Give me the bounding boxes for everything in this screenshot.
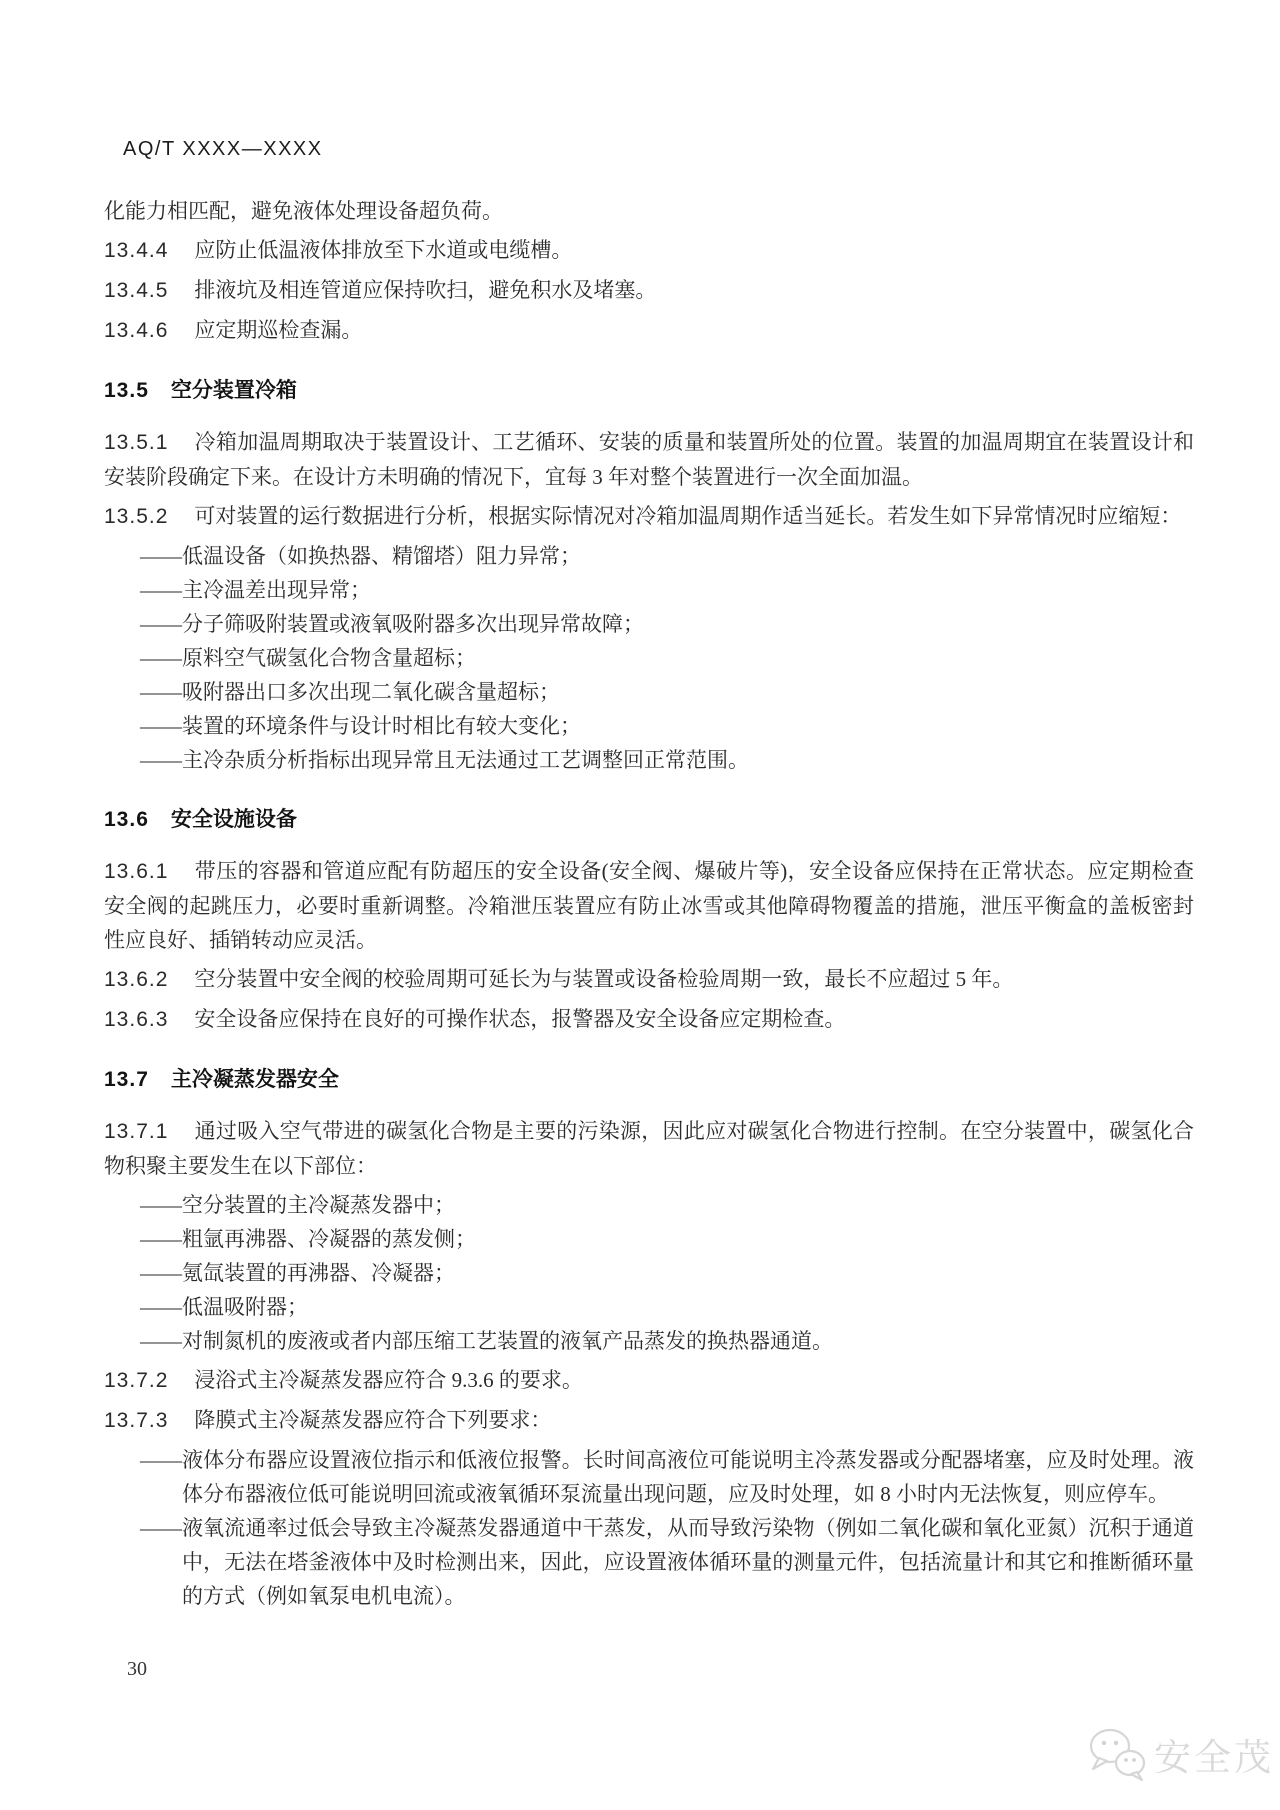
clause-text: 主冷凝蒸发器安全 xyxy=(170,1068,339,1091)
body-paragraph: 化能力相匹配，避免液体处理设备超负荷。 xyxy=(104,199,503,223)
wechat-icon xyxy=(1086,1726,1148,1782)
section-heading xyxy=(104,374,1194,408)
clause-paragraph xyxy=(104,1363,1194,1398)
dash-list-item: ——粗氩再沸器、冷凝器的蒸发侧； xyxy=(140,1227,476,1251)
dash-list-item: ——低温设备（如换热器、精馏塔）阻力异常； xyxy=(140,544,581,568)
clause-text: 空分装置中安全阀的校验周期可延长为与装置或设备检验周期一致，最长不应超过 5 年。 xyxy=(194,967,1014,991)
document-header-code: AQ/T XXXX—XXXX xyxy=(123,138,323,160)
clause-text: 降膜式主冷凝蒸发器应符合下列要求： xyxy=(194,1408,552,1432)
clause-paragraph xyxy=(104,233,1194,268)
clause-number: 13.6 xyxy=(104,808,149,831)
clause-text: 应防止低温液体排放至下水道或电缆槽。 xyxy=(194,238,573,262)
clause-number: 13.7 xyxy=(104,1068,149,1091)
clause-number: 13.6.3 xyxy=(104,1008,169,1031)
watermark xyxy=(1086,1726,1274,1782)
clause-text: 冷箱加温周期取决于装置设计、工艺循环、安装的质量和装置所处的位置。装置的加温周期宜在装置设计和安装阶段确定下来。在设计方未明确的情况下，宜每 3 年对整个装置进行一次全面加温。 xyxy=(104,430,1194,489)
dash-list-item: ——主冷温差出现异常； xyxy=(140,578,371,602)
clause-number: 13.5.2 xyxy=(104,505,169,528)
clause-text: 通过吸入空气带进的碳氢化合物是主要的污染源，因此应对碳氢化合物进行控制。在空分装置中，碳氢化合物积聚主要发生在以下部位： xyxy=(104,1119,1194,1178)
clause-text: 应定期巡检查漏。 xyxy=(194,318,363,342)
clause-number: 13.5.1 xyxy=(104,431,169,454)
clause-number: 13.4.6 xyxy=(104,319,169,342)
dash-list-item: ——液体分布器应设置液位指示和低液位报警。长时间高液位可能说明主冷蒸发器或分配器堵塞，应及时处理。液体分布器液位低可能说明回流或液氧循环泵流量出现问题，应及时处理，如 8 小时内无法恢复，则应停车。 xyxy=(140,1448,1194,1506)
dash-list-item: ——液氧流通率过低会导致主冷凝蒸发器通道中干蒸发，从而导致污染物（例如二氧化碳和氧化亚氮）沉积于通道中，无法在塔釜液体中及时检测出来，因此，应设置液体循环量的测量元件，包括流量计和其它和推断循环量的方式（例如氧泵电机电流）。 xyxy=(140,1516,1194,1608)
clause-paragraph xyxy=(104,1114,1194,1183)
clause-paragraph xyxy=(104,1403,1194,1438)
clause-number: 13.7.2 xyxy=(104,1369,169,1392)
clause-paragraph xyxy=(104,1002,1194,1037)
clause-text: 排液坑及相连管道应保持吹扫，避免积水及堵塞。 xyxy=(194,278,657,302)
clause-number: 13.4.4 xyxy=(104,239,169,262)
page-number: 30 xyxy=(127,1658,147,1680)
section-heading xyxy=(104,1063,1194,1097)
clause-text: 浸浴式主冷凝蒸发器应符合 9.3.6 的要求。 xyxy=(194,1368,583,1392)
clause-number: 13.6.1 xyxy=(104,860,169,883)
dash-list-item: ——装置的环境条件与设计时相比有较大变化； xyxy=(140,714,581,738)
clause-number: 13.7.1 xyxy=(104,1120,169,1143)
clause-paragraph xyxy=(104,854,1194,957)
clause-paragraph xyxy=(104,499,1194,534)
watermark-text: 安全茂 xyxy=(1154,1737,1274,1778)
clause-number: 13.4.5 xyxy=(104,279,169,302)
clause-text: 安全设备应保持在良好的可操作状态，报警器及安全设备应定期检查。 xyxy=(194,1007,846,1031)
dash-list-item: ——空分装置的主冷凝蒸发器中； xyxy=(140,1193,455,1217)
dash-list-item: ——吸附器出口多次出现二氧化碳含量超标； xyxy=(140,680,560,704)
clause-number: 13.7.3 xyxy=(104,1409,169,1432)
clause-number: 13.6.2 xyxy=(104,968,169,991)
dash-list-item: ——主冷杂质分析指标出现异常且无法通过工艺调整回正常范围。 xyxy=(140,748,749,772)
clause-paragraph xyxy=(104,425,1194,494)
dash-list-item: ——原料空气碳氢化合物含量超标； xyxy=(140,646,476,670)
clause-text: 空分装置冷箱 xyxy=(170,379,297,402)
clause-text: 可对装置的运行数据进行分析，根据实际情况对冷箱加温周期作适当延长。若发生如下异常情况时应缩短： xyxy=(194,504,1182,528)
clause-text: 带压的容器和管道应配有防超压的安全设备(安全阀、爆破片等)，安全设备应保持在正常状态。应定期检查安全阀的起跳压力，必要时重新调整。冷箱泄压装置应有防止冰雪或其他障碍物覆盖的措施，泄压平衡盒的盖板密封性应良好、插销转动应灵活。 xyxy=(104,859,1194,952)
clause-paragraph xyxy=(104,962,1194,997)
dash-list-item: ——对制氮机的废液或者内部压缩工艺装置的液氧产品蒸发的换热器通道。 xyxy=(140,1329,833,1353)
clause-paragraph xyxy=(104,313,1194,348)
clause-paragraph xyxy=(104,273,1194,308)
section-heading xyxy=(104,803,1194,837)
dash-list-item: ——低温吸附器； xyxy=(140,1295,308,1319)
document-content xyxy=(104,194,1194,1613)
dash-list-item: ——分子筛吸附装置或液氧吸附器多次出现异常故障； xyxy=(140,612,644,636)
dash-list-item: ——氪氙装置的再沸器、冷凝器； xyxy=(140,1261,455,1285)
clause-number: 13.5 xyxy=(104,379,149,402)
clause-text: 安全设施设备 xyxy=(170,808,297,831)
